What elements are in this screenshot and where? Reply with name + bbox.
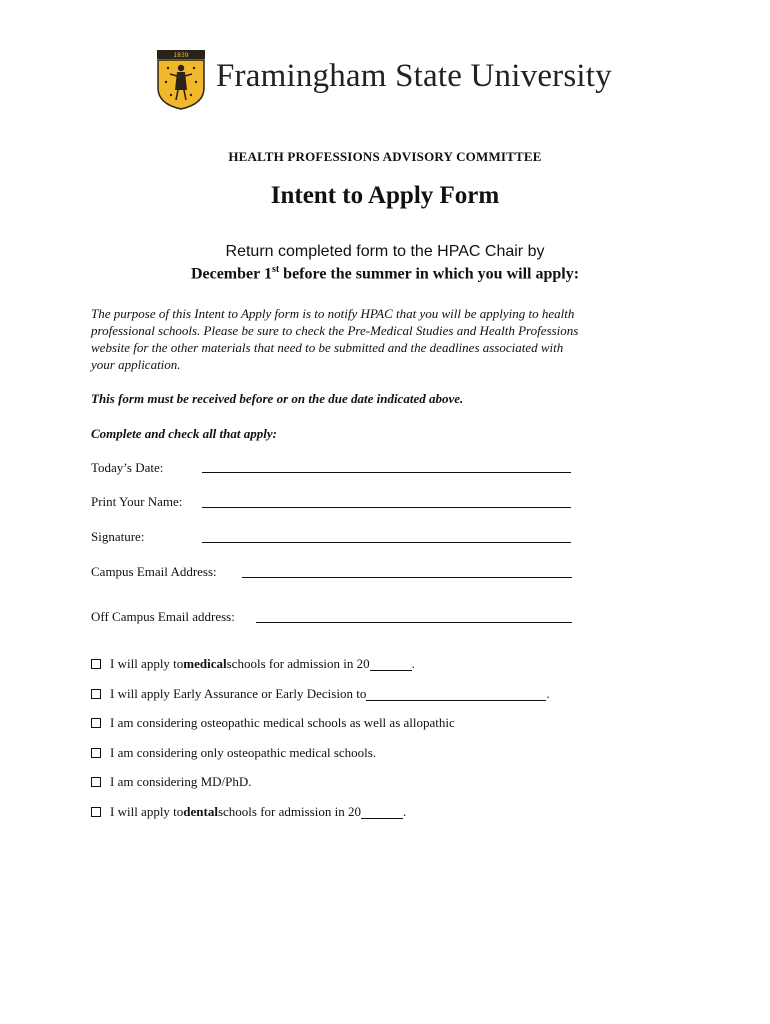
checkbox-medical[interactable] <box>91 659 101 669</box>
purpose-paragraph <box>91 305 651 373</box>
form-title: Intent to Apply Form <box>270 182 500 209</box>
check-medical: I will apply to medical schools for admission in 20 . <box>91 656 415 672</box>
check-dental: I will apply to dental schools for admission in 20 . <box>91 804 406 820</box>
check-osteopathic-allopathic: I am considering osteopathic medical schools as well as allopathic <box>91 715 455 731</box>
committee-heading: HEALTH PROFESSIONS ADVISORY COMMITTEE <box>228 149 542 164</box>
university-crest-icon <box>156 50 206 110</box>
return-instruction: Return completed form to the HPAC Chair by <box>225 243 545 260</box>
medical-year-blank[interactable] <box>370 658 412 671</box>
checkbox-osteopathic-only[interactable] <box>91 748 101 758</box>
name-label: Print Your Name: <box>91 494 183 509</box>
university-logo <box>156 50 612 110</box>
date-input-line[interactable] <box>202 472 571 473</box>
date-label: Today’s Date: <box>91 460 164 475</box>
signature-input-line[interactable] <box>202 542 571 543</box>
campus-email-label: Campus Email Address: <box>91 564 217 579</box>
complete-instructions: Complete and check all that apply: <box>91 426 277 441</box>
check-md-phd: I am considering MD/PhD. <box>91 774 252 790</box>
campus-email-input-line[interactable] <box>242 577 572 578</box>
university-name: Framingham State University <box>216 58 612 94</box>
early-decision-blank[interactable] <box>366 688 546 701</box>
name-input-line[interactable] <box>202 507 571 508</box>
off-campus-email-label: Off Campus Email address: <box>91 609 235 624</box>
check-osteopathic-only: I am considering only osteopathic medical schools. <box>91 745 376 761</box>
purpose-line: The purpose of this Intent to Apply form is to notify HPAC that you will be applying to health <box>91 306 575 321</box>
purpose-line: website for the other materials that need to be submitted and the deadlines associated with <box>91 340 564 355</box>
check-early-decision: I will apply Early Assurance or Early Decision to . <box>91 686 550 702</box>
checkbox-dental[interactable] <box>91 807 101 817</box>
checkbox-md-phd[interactable] <box>91 777 101 787</box>
due-date-notice: This form must be received before or on the due date indicated above. <box>91 391 464 406</box>
signature-label: Signature: <box>91 529 145 544</box>
purpose-line: your application. <box>91 357 181 372</box>
off-campus-email-input-line[interactable] <box>256 622 572 623</box>
dental-year-blank[interactable] <box>361 806 403 819</box>
deadline-text: December 1st before the summer in which you will apply: <box>190 264 580 283</box>
crest-year: 1839 <box>173 52 189 59</box>
checkbox-early-decision[interactable] <box>91 689 101 699</box>
purpose-line: professional schools. Please be sure to check the Pre-Medical Studies and Health Professions <box>91 323 579 338</box>
checkbox-osteopathic-allopathic[interactable] <box>91 718 101 728</box>
